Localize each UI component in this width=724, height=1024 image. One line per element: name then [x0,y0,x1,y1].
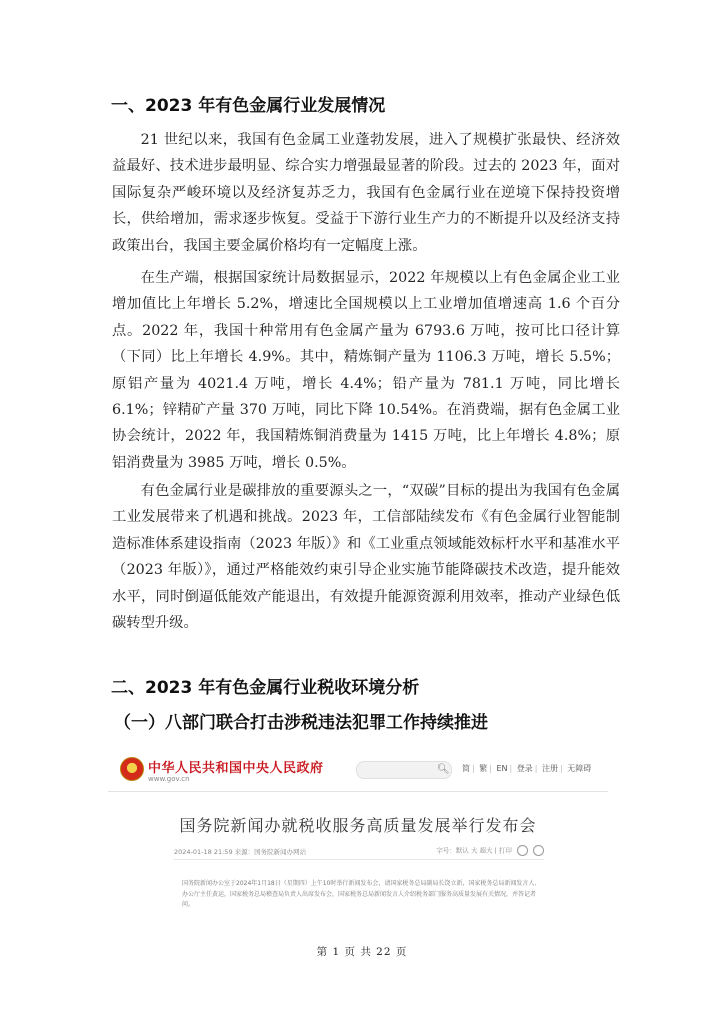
nav-item-register: 注册 [542,764,559,773]
nav-item-accessibility: 无障碍 [567,764,592,773]
search-icon: 🔍︎ [437,764,450,775]
embedded-screenshot [108,749,608,925]
gov-article-meta [174,845,544,860]
gov-search-input [356,761,452,779]
font-size-and-print: 字号：默认 大 超大 | 打印 [436,846,512,855]
section-1-heading: 一、2023 年有色金属行业发展情况 [111,96,386,116]
gov-article-date-source: 2024-01-18 21:59 来源：国务院新闻办网站 [174,848,307,856]
nav-item-traditional: 繁 [479,764,488,773]
section-1-paragraph-2: 在生产端，根据国家统计局数据显示，2022 年规模以上有色金属企业工业增加值比上年增长 5.2%，增速比全国规模以上工业增加值增速高 1.6 个百分点。2022 年，我国十种常用有色金属产量为 6793.6 万吨，按可比口径计算（下同）比上年增长 4.9%。其中，精炼铜产量为 1106.3 万吨，增长 5.5%；原铝产量为 4021.4 万吨，增长 4.4%；铅产量为 781.1 万吨，同比增长 6.1%；锌精矿产量 370 万吨，同比下降 10.54%。在消费端，据有色金属工业协会统计，2022 年，我国精炼铜消费量为 1415 万吨，比上年增长 4.8%；原铝消费量为 3985 万吨，增长 0.5%。 [112,270,620,471]
gov-article-tools [436,845,544,856]
national-emblem-icon [120,757,144,781]
gov-site-header [108,749,608,792]
section-2-heading: 二、2023 年有色金属行业税收环境分析 [111,678,420,698]
section-1-paragraph-3: 有色金属行业是碳排放的重要源头之一，“双碳”目标的提出为我国有色金属工业发展带来了机遇和挑战。2023 年，工信部陆续发布《有色金属行业智能制造标准体系建设指南（2023 年版）》和《工业重点领域能效标杆水平和基准水平（2023 年版）》，通过严格能效约束引导企业实施节能降碳技术改造，提升能效水平，同时倒逼低能效产能退出，有效提升能源资源利用效率，推动产业绿色低碳转型升级。 [112,483,620,632]
wechat-share-icon [517,845,528,856]
section-2-subheading: （一）八部门联合打击涉税违法犯罪工作持续推进 [114,713,488,733]
section-1-paragraph-1: 21 世纪以来，我国有色金属工业蓬勃发展，进入了规模扩张最快、经济效益最好、技术进步最明显、综合实力增强最显著的阶段。过去的 2023 年，面对国际复杂严峻环境以及经济复苏乏力，我国有色金属行业在逆境下保持投资增长，供给增加，需求逐步恢复。受益于下游行业生产力的不断提升以及经济支持政策出台，我国主要金属价格均有一定幅度上涨。 [112,132,620,254]
weibo-share-icon [533,845,544,856]
page-footer: 第 1 页 共 22 页 [316,946,408,958]
gov-article-body: 国务院新闻办公室于2024年1月18日（星期四）上午10时举行新闻发布会，请国家税务总局副局长饶立新，国家税务总局新闻发言人、办公厅主任黄运，国家税务总局稽查局负责人出席发布会，国家税务总局新闻发言人介绍税务部门服务高质量发展有关情况，并答记者问。 [182,880,541,908]
gov-site-url: www.gov.cn [148,775,190,783]
nav-item-simplified: 简 [462,764,470,773]
nav-item-english: EN [496,764,508,773]
nav-item-login: 登录 [516,764,533,773]
gov-site-name: 中华人民共和国中央人民政府 [148,761,324,776]
gov-top-nav: 简 | 繁 | EN | 登录 | 注册 | 无障碍 [462,764,592,773]
gov-article-title: 国务院新闻办就税收服务高质量发展举行发布会 [179,816,537,835]
